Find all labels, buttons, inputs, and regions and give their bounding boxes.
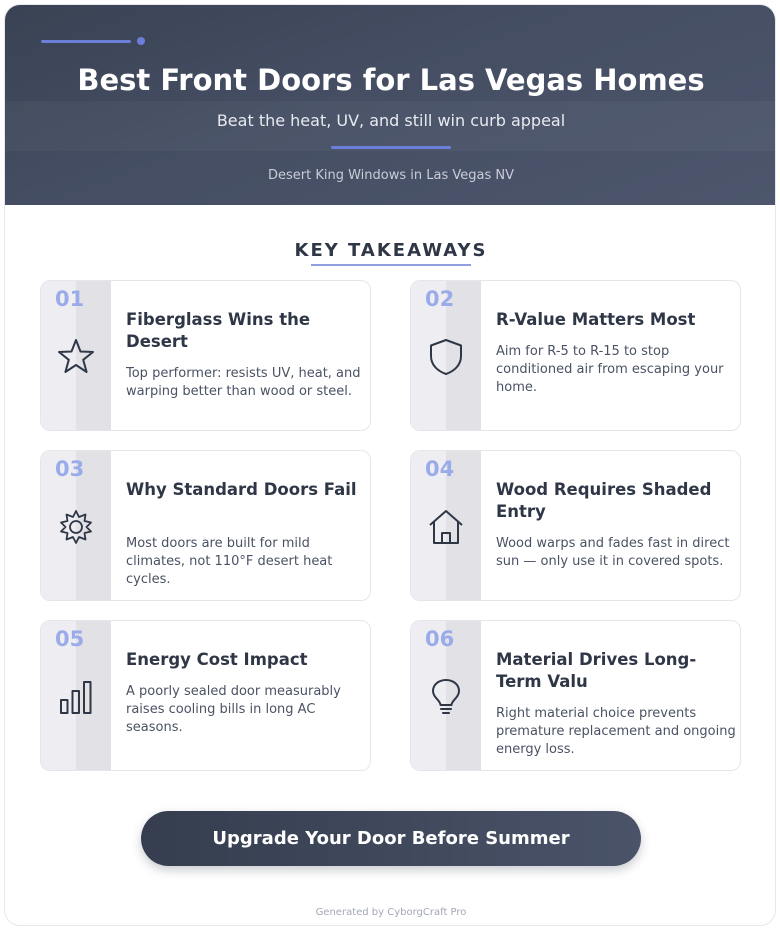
subtitle-divider [331, 146, 451, 149]
card-number: 05 [55, 627, 85, 651]
takeaway-card [410, 450, 741, 601]
card-number: 04 [425, 457, 455, 481]
card-number: 03 [55, 457, 85, 481]
star-icon [55, 336, 97, 378]
card-number: 01 [55, 287, 85, 311]
page-title: Best Front Doors for Las Vegas Homes [77, 63, 705, 97]
accent-dot [137, 37, 145, 45]
bar-chart-icon [55, 676, 97, 718]
lightbulb-icon [425, 676, 467, 718]
card-title: R-Value Matters Most [496, 310, 696, 329]
sun-icon [55, 506, 97, 548]
home-icon [425, 506, 467, 548]
accent-line [41, 40, 131, 43]
takeaway-card [410, 280, 741, 431]
upgrade-door-button[interactable]: Upgrade Your Door Before Summer [141, 811, 641, 866]
footer-credit: Generated by CyborgCraft Pro [315, 907, 467, 918]
card-title: Why Standard Doors Fail [126, 480, 357, 499]
card-description: A poorly sealed door measurably raises cooling bills in long AC seasons. [126, 684, 341, 735]
takeaway-card [40, 620, 371, 771]
takeaway-card [40, 450, 371, 601]
infographic-page [4, 4, 776, 926]
card-title: Material Drives Long-Term Valu [496, 650, 697, 691]
card-description: Top performer: resists UV, heat, and warping better than wood or steel. [126, 366, 361, 399]
card-description: Aim for R-5 to R-15 to stop conditioned air from escaping your home. [496, 344, 724, 395]
card-description: Most doors are built for mild climates, not 110°F desert heat cycles. [126, 536, 333, 587]
takeaway-card [40, 280, 371, 431]
card-number: 02 [425, 287, 455, 311]
shield-icon [425, 336, 467, 378]
section-underline [311, 264, 471, 266]
card-number: 06 [425, 627, 455, 651]
card-title: Fiberglass Wins the Desert [126, 310, 311, 351]
header-banner [5, 5, 776, 205]
takeaway-card [410, 620, 741, 771]
card-title: Wood Requires Shaded Entry [496, 480, 712, 521]
section-title: KEY TAKEAWAYS [294, 240, 488, 261]
card-description: Wood warps and fades fast in direct sun — only use it in covered spots. [496, 536, 730, 569]
card-description: Right material choice prevents premature replacement and ongoing energy loss. [496, 706, 736, 757]
page-subtitle: Beat the heat, UV, and still win curb appeal [216, 111, 566, 130]
brand-text: Desert King Windows in Las Vegas NV [268, 168, 514, 183]
card-title: Energy Cost Impact [126, 650, 308, 669]
